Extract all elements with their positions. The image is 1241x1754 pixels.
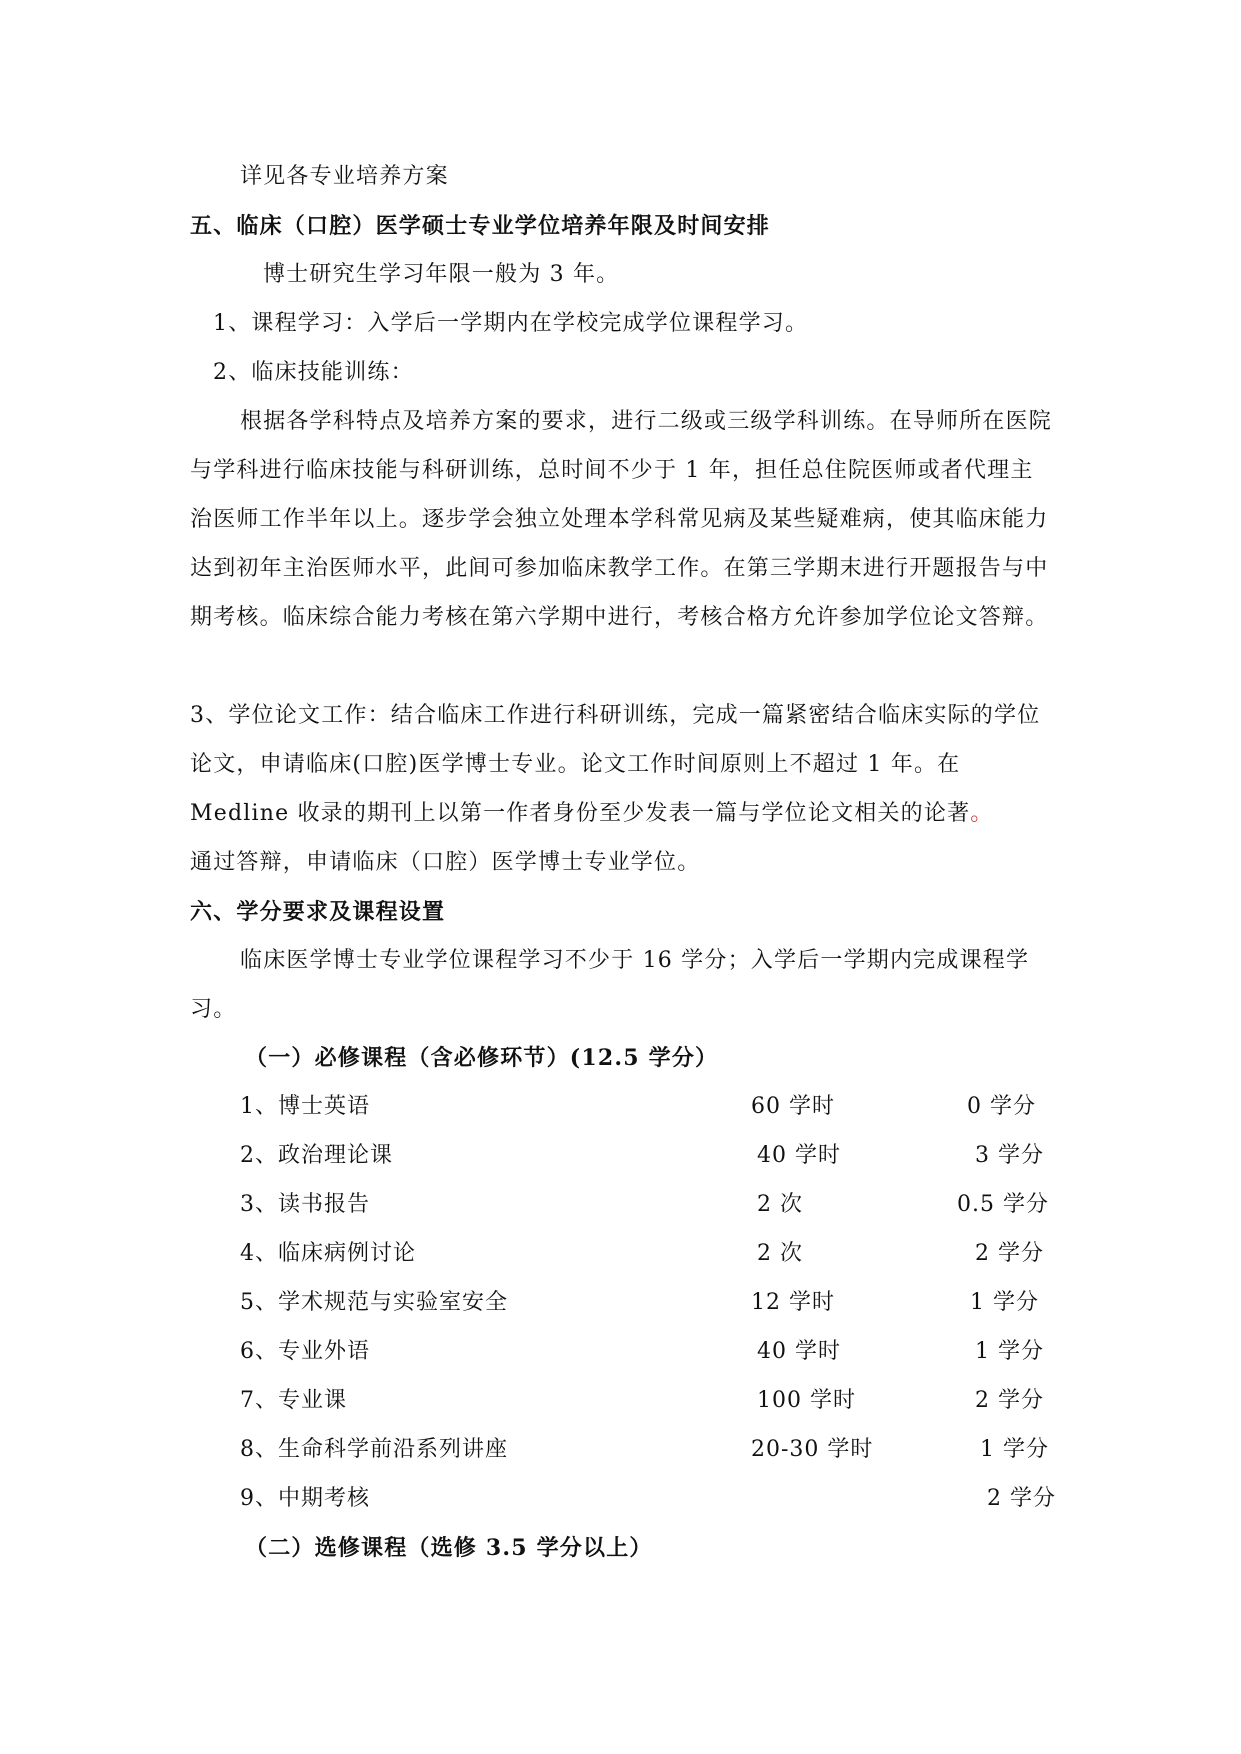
course-hours: 40 学时 (757, 1339, 841, 1364)
course-credits: 1 学分 (975, 1339, 1044, 1364)
clinical-training-item: 2、临床技能训练： (213, 360, 414, 385)
clinical-training-paragraph: 根据各学科特点及培养方案的要求，进行二级或三级学科训练。在导师所在医院与学科进行临床技能与科研训练，总时间不少于 1 年，担任总住院医师或者代理主治医师工作半年以上。逐步学会独立处理本学科常见病及某些疑难病，使其临床能力达到初年主治医师水平，此间可参加临床教学工作。在第三学期末进行开题报告与中期考核。临床综合能力考核在第六学期中进行，考核合格方允许参加学位论文答辩。 (190, 409, 1053, 630)
course-credits: 3 学分 (975, 1143, 1044, 1168)
course-name: 5、学术规范与实验室安全 (240, 1290, 508, 1315)
study-years-text: 博士研究生学习年限一般为 3 年。 (263, 262, 620, 287)
course-name: 8、生命科学前沿系列讲座 (240, 1437, 508, 1462)
course-hours: 2 次 (757, 1241, 803, 1266)
elective-courses-heading: （二）选修课程（选修 3.5 学分以上） (245, 1535, 653, 1561)
course-hours: 2 次 (757, 1192, 803, 1217)
course-name: 3、读书报告 (240, 1192, 370, 1217)
course-credits: 2 学分 (975, 1388, 1044, 1413)
course-name: 2、政治理论课 (240, 1143, 393, 1168)
course-name: 9、中期考核 (240, 1486, 370, 1511)
course-credits: 1 学分 (970, 1290, 1039, 1315)
course-hours: 40 学时 (757, 1143, 841, 1168)
required-courses-heading: （一）必修课程（含必修环节）(12.5 学分） (245, 1045, 719, 1071)
course-credits: 1 学分 (980, 1437, 1049, 1462)
section5-heading: 五、临床（口腔）医学硕士专业学位培养年限及时间安排 (190, 213, 771, 239)
course-hours: 60 学时 (751, 1094, 835, 1119)
course-name: 4、临床病例讨论 (240, 1241, 416, 1266)
credit-paragraph: 临床医学博士专业学位课程学习不少于 16 学分；入学后一学期内完成课程学习。 (190, 948, 1030, 1022)
thesis-red-mark: 。 (970, 801, 994, 826)
course-name: 1、博士英语 (240, 1094, 370, 1119)
course-name: 6、专业外语 (240, 1339, 370, 1364)
course-hours: 100 学时 (757, 1388, 856, 1413)
section6-heading: 六、学分要求及课程设置 (190, 899, 446, 925)
intro-line: 详见各专业培养方案 (240, 164, 449, 189)
course-study-item: 1、课程学习：入学后一学期内在学校完成学位课程学习。 (213, 311, 809, 336)
thesis-paragraph (190, 691, 1052, 887)
course-name: 7、专业课 (240, 1388, 347, 1413)
course-credits: 0 学分 (967, 1094, 1036, 1119)
course-credits: 2 学分 (987, 1486, 1056, 1511)
course-hours: 20-30 学时 (751, 1437, 874, 1462)
course-credits: 0.5 学分 (957, 1192, 1049, 1217)
thesis-end-text: 通过答辩，申请临床（口腔）医学博士专业学位。 (190, 850, 701, 875)
course-credits: 2 学分 (975, 1241, 1044, 1266)
course-hours: 12 学时 (751, 1290, 835, 1315)
thesis-text: 3、学位论文工作：结合临床工作进行科研训练，完成一篇紧密结合临床实际的学位论文，申请临床(口腔)医学博士专业。论文工作时间原则上不超过 1 年。在 Medline 收录的期刊上以第一作者身份至少发表一篇与学位论文相关的论著 (190, 703, 1041, 826)
